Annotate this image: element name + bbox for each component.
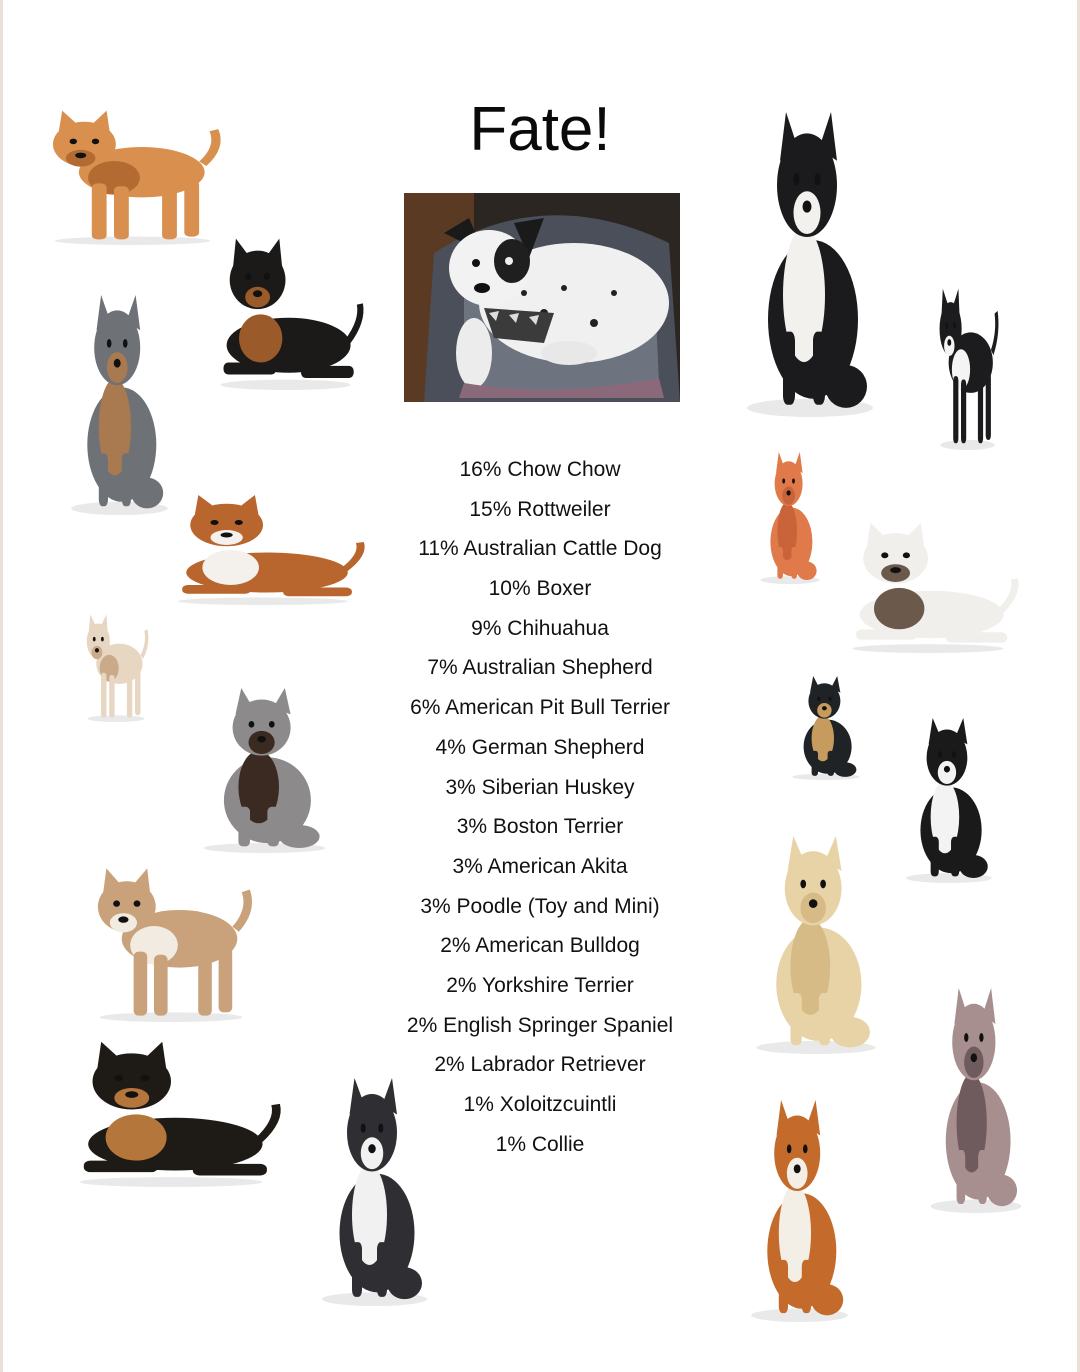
australian-shepherd-image: [192, 688, 337, 853]
list-item: 2% Yorkshire Terrier: [446, 973, 634, 997]
list-item: 1% Collie: [495, 1132, 585, 1156]
american-pit-bull-terrier-image: [86, 862, 256, 1022]
poodle-image: [755, 452, 825, 584]
chow-chow-image: [40, 105, 225, 245]
list-item: 16% Chow Chow: [459, 458, 621, 481]
rottweiler-image: [208, 218, 363, 390]
boston-terrier-image: [935, 282, 1000, 450]
list-item: 3% American Akita: [452, 854, 628, 878]
chihuahua-image: [82, 610, 150, 722]
labrador-retriever-image: [745, 836, 887, 1054]
page-title: Fate!: [469, 95, 611, 164]
siberian-husky-image: [312, 1078, 437, 1306]
list-item: 3% Boston Terrier: [456, 815, 624, 839]
list-item: 2% English Springer Spaniel: [406, 1013, 674, 1037]
list-item: 2% Labrador Retriever: [434, 1053, 646, 1077]
collie-image: [742, 1100, 857, 1322]
list-item: 7% Australian Shepherd: [427, 656, 653, 680]
xoloitzcuintli-image: [922, 988, 1030, 1213]
list-item: 15% Rottweiler: [469, 497, 611, 521]
list-item: 3% Poodle (Toy and Mini): [420, 894, 660, 918]
list-item: 3% Siberian Huskey: [445, 775, 635, 799]
yorkshire-terrier-image: [786, 676, 866, 780]
english-springer-spaniel-image: [898, 718, 1000, 883]
list-item: 6% American Pit Bull Terrier: [410, 696, 670, 720]
dog-in-bed-photo: [404, 193, 680, 402]
page-edge-left: [0, 0, 3, 1372]
list-item: 1% Xoloitzcuintli: [463, 1093, 617, 1116]
list-item: 11% Australian Cattle Dog: [418, 537, 662, 561]
list-item: 4% German Shepherd: [435, 735, 645, 759]
list-item: 9% Chihuahua: [471, 616, 609, 640]
list-item: 2% American Bulldog: [440, 934, 640, 958]
list-item: 10% Boxer: [488, 577, 592, 601]
boxer-image: [162, 480, 364, 605]
american-akita-image: [735, 112, 885, 417]
german-shepherd-image: [62, 1022, 280, 1187]
australian-cattle-dog-image: [62, 295, 177, 515]
american-bulldog-image: [838, 505, 1018, 653]
breed-percentage-list: [340, 450, 740, 1164]
